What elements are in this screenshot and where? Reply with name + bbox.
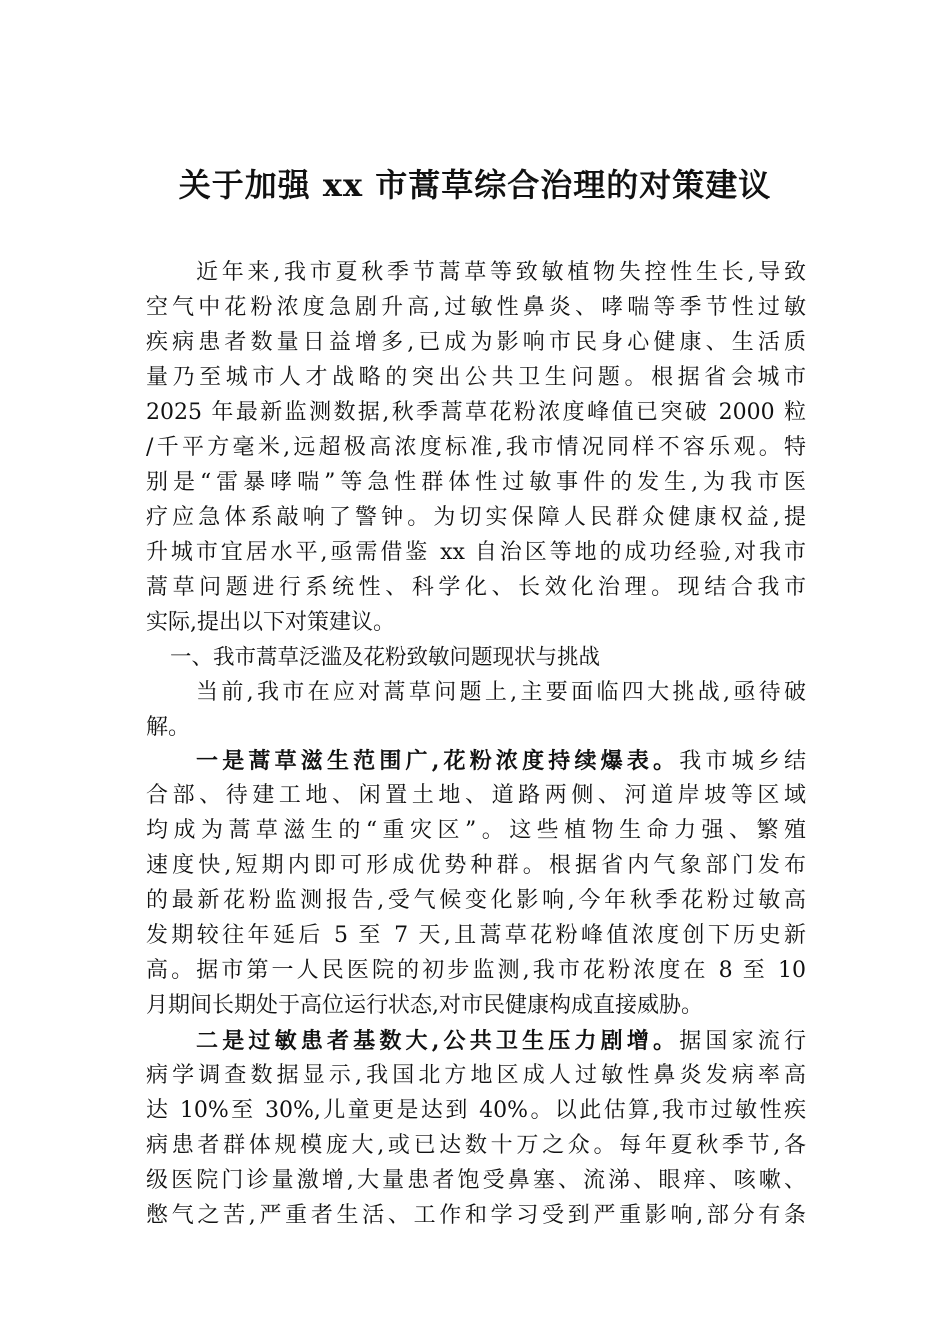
point-two-line: 憋气之苦,严重者生活、工作和学习受到严重影响,部分有条 (146, 1203, 806, 1228)
section-intro-line: 解。 (146, 715, 191, 740)
intro-line: 2025 年最新监测数据,秋季蒿草花粉浓度峰值已突破 2000 粒 (146, 400, 806, 425)
point-one-line: 速度快,短期内即可形成优势种群。根据省内气象部门发布 (146, 853, 806, 878)
point-one-text: 我市城乡结 (679, 749, 806, 774)
point-one-line: 发期较往年延后 5 至 7 天,且蒿草花粉峰值浓度创下历史新 (146, 923, 806, 948)
point-one-lead: 一是蒿草滋生范围广,花粉浓度持续爆表。 (196, 748, 680, 774)
intro-line: 疾病患者数量日益增多,已成为影响市民身心健康、生活质 (146, 330, 806, 355)
point-one-line: 均成为蒿草滋生的“重灾区”。这些植物生命力强、繁殖 (146, 818, 806, 843)
point-two-line: 病患者群体规模庞大,或已达数十万之众。每年夏秋季节,各 (146, 1133, 806, 1158)
intro-line: 空气中花粉浓度急剧升高,过敏性鼻炎、哮喘等季节性过敏 (146, 295, 806, 320)
intro-line: 别是“雷暴哮喘”等急性群体性过敏事件的发生,为我市医 (146, 470, 806, 495)
point-two-lead: 二是过敏患者基数大,公共卫生压力剧增。 (196, 1028, 680, 1054)
point-two-line: 达 10%至 30%,儿童更是达到 40%。以此估算,我市过敏性疾 (146, 1098, 806, 1123)
point-one-line: 高。据市第一人民医院的初步监测,我市花粉浓度在 8 至 10 (146, 958, 806, 983)
intro-line: 近年来,我市夏秋季节蒿草等致敏植物失控性生长,导致 (196, 260, 806, 285)
point-two-text: 据国家流行 (679, 1029, 806, 1054)
intro-line: /千平方毫米,远超极高浓度标准,我市情况同样不容乐观。特 (146, 435, 806, 460)
intro-line: 升城市宜居水平,亟需借鉴 xx 自治区等地的成功经验,对我市 (146, 540, 806, 565)
point-one-line: 月期间长期处于高位运行状态,对市民健康构成直接威胁。 (146, 993, 703, 1018)
intro-line: 疗应急体系敲响了警钟。为切实保障人民群众健康权益,提 (146, 505, 806, 530)
point-two-line: 病学调查数据显示,我国北方地区成人过敏性鼻炎发病率高 (146, 1063, 806, 1088)
point-one-first-line (146, 746, 806, 776)
intro-line: 实际,提出以下对策建议。 (146, 610, 395, 635)
section-intro-line: 当前,我市在应对蒿草问题上,主要面临四大挑战,亟待破 (196, 680, 806, 705)
point-two-first-line (146, 1026, 806, 1056)
point-one-line: 的最新花粉监测报告,受气候变化影响,今年秋季花粉过敏高 (146, 888, 806, 913)
point-one-line: 合部、待建工地、闲置土地、道路两侧、河道岸坡等区域 (146, 783, 806, 808)
document-title: 关于加强 xx 市蒿草综合治理的对策建议 (178, 166, 772, 204)
section-heading: 一、我市蒿草泛滥及花粉致敏问题现状与挑战 (170, 645, 601, 670)
intro-line: 蒿草问题进行系统性、科学化、长效化治理。现结合我市 (146, 575, 806, 600)
intro-line: 量乃至城市人才战略的突出公共卫生问题。根据省会城市 (146, 365, 806, 390)
point-two-line: 级医院门诊量激增,大量患者饱受鼻塞、流涕、眼痒、咳嗽、 (146, 1168, 806, 1193)
